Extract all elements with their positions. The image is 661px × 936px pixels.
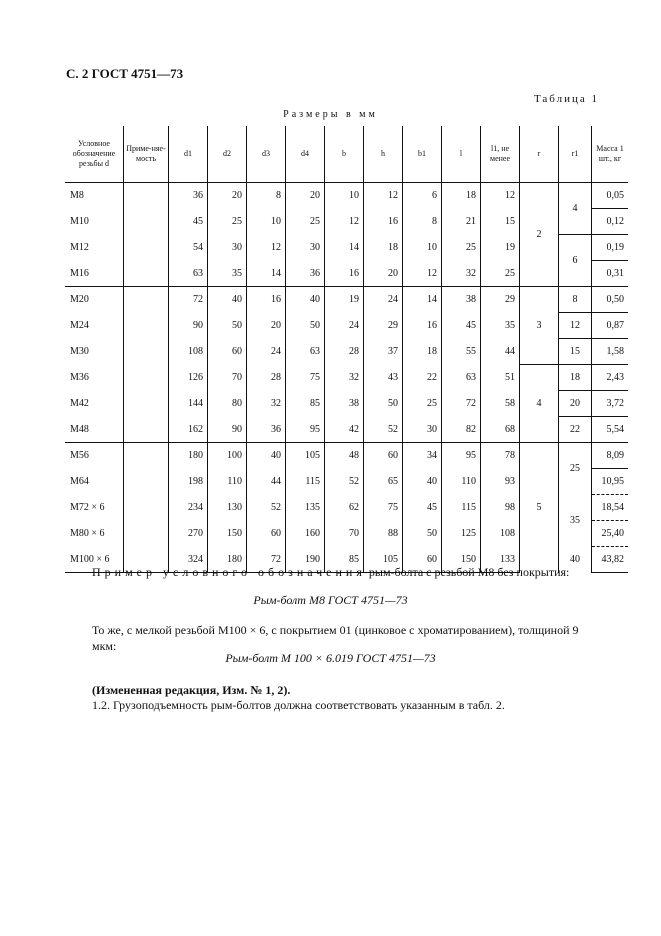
cell-designation: M24 (70, 320, 89, 331)
cell-h: 20 (364, 261, 403, 287)
cell-d2: 180 (208, 547, 247, 573)
cell-applicability (124, 209, 169, 235)
cell-l: 32 (442, 261, 481, 287)
cell-mass: 0,31 (592, 261, 629, 287)
cell-r1: 25 (559, 443, 592, 495)
cell-applicability (124, 391, 169, 417)
cell-d3: 14 (247, 261, 286, 287)
cell-d1: 324 (169, 547, 208, 573)
amendment-note: (Измененная редакция, Изм. № 1, 2). (92, 683, 291, 697)
cell-d1: 162 (169, 417, 208, 443)
cell-applicability (124, 417, 169, 443)
cell-d1: 108 (169, 339, 208, 365)
cell-d4: 160 (286, 521, 325, 547)
cell-h: 18 (364, 235, 403, 261)
cell-b1: 12 (403, 261, 442, 287)
cell-b: 19 (325, 287, 364, 313)
cell-b1: 22 (403, 365, 442, 391)
cell-b1: 30 (403, 417, 442, 443)
cell-mass: 0,12 (592, 209, 629, 235)
col-l: l (442, 126, 481, 183)
cell-mass: 43,82 (592, 547, 629, 573)
cell-b: 62 (325, 495, 364, 521)
cell-d1: 36 (169, 183, 208, 209)
cell-applicability (124, 287, 169, 313)
col-b1: b1 (403, 126, 442, 183)
cell-b1: 16 (403, 313, 442, 339)
table-number: Таблица 1 (533, 93, 599, 105)
cell-l1: 19 (481, 235, 520, 261)
col-b: b (325, 126, 364, 183)
cell-d2: 100 (208, 443, 247, 469)
cell-applicability (124, 261, 169, 287)
cell-d2: 90 (208, 417, 247, 443)
cell-d1: 144 (169, 391, 208, 417)
cell-applicability (124, 495, 169, 521)
cell-d4: 50 (286, 313, 325, 339)
cell-l: 45 (442, 313, 481, 339)
cell-d1: 54 (169, 235, 208, 261)
cell-d1: 234 (169, 495, 208, 521)
cell-b: 16 (325, 261, 364, 287)
cell-applicability (124, 183, 169, 209)
cell-h: 16 (364, 209, 403, 235)
cell-h: 12 (364, 183, 403, 209)
cell-designation: M80 × 6 (70, 528, 105, 539)
table-row (65, 183, 628, 209)
cell-l1: 29 (481, 287, 520, 313)
cell-r: 5 (520, 443, 559, 573)
sizes-caption: Размеры в мм (283, 109, 378, 120)
cell-d4: 190 (286, 547, 325, 573)
cell-d2: 35 (208, 261, 247, 287)
cell-d1: 63 (169, 261, 208, 287)
cell-d4: 95 (286, 417, 325, 443)
cell-l1: 93 (481, 469, 520, 495)
cell-l1: 98 (481, 495, 520, 521)
table-header-row (65, 126, 628, 183)
cell-h: 65 (364, 469, 403, 495)
col-d1: d1 (169, 126, 208, 183)
cell-d4: 63 (286, 339, 325, 365)
cell-h: 24 (364, 287, 403, 313)
cell-d3: 12 (247, 235, 286, 261)
cell-designation: M16 (65, 261, 124, 287)
cell-applicability (124, 313, 169, 339)
cell-l1: 68 (481, 417, 520, 443)
dimensions-table (65, 126, 628, 573)
cell-mass: 0,05 (592, 183, 629, 209)
cell-mass: 2,43 (592, 365, 629, 391)
cell-d1: 72 (169, 287, 208, 313)
cell-b: 12 (325, 209, 364, 235)
cell-applicability (124, 339, 169, 365)
col-h: h (364, 126, 403, 183)
cell-b1: 8 (403, 209, 442, 235)
cell-d4: 40 (286, 287, 325, 313)
col-r1: r1 (559, 126, 592, 183)
cell-d2: 40 (208, 287, 247, 313)
cell-h: 60 (364, 443, 403, 469)
cell-mass: 10,95 (592, 469, 629, 495)
cell-d4: 36 (286, 261, 325, 287)
cell-d3: 16 (247, 287, 286, 313)
cell-designation: M8 (70, 190, 84, 202)
cell-applicability (124, 235, 169, 261)
cell-d3: 24 (247, 339, 286, 365)
table-body (65, 183, 628, 573)
col-d4: d4 (286, 126, 325, 183)
cell-l: 95 (442, 443, 481, 469)
cell-b: 28 (325, 339, 364, 365)
cell-l1: 25 (481, 261, 520, 287)
cell-l: 150 (442, 547, 481, 573)
cell-b1: 6 (403, 183, 442, 209)
table-row (65, 287, 628, 313)
cell-d3: 72 (247, 547, 286, 573)
cell-l1: 12 (481, 183, 520, 209)
cell-b1: 10 (403, 235, 442, 261)
cell-d4: 85 (286, 391, 325, 417)
cell-d2: 80 (208, 391, 247, 417)
cell-r1: 4 (559, 183, 592, 235)
cell-l1: 78 (481, 443, 520, 469)
cell-mass: 8,09 (592, 443, 629, 469)
paragraph-fine-thread: То же, с мелкой резьбой M100 × 6, с покрытием 01 (цинковое с хроматированием), толщиной 9 мкм: (92, 623, 579, 653)
example-designation-1: Рым-болт M8 ГОСТ 4751—73 (253, 593, 408, 607)
col-l1: l1, не менее (481, 126, 520, 183)
cell-b: 42 (325, 417, 364, 443)
cell-d1: 126 (169, 365, 208, 391)
cell-d3: 60 (247, 521, 286, 547)
cell-l1: 108 (481, 521, 520, 547)
cell-l1: 35 (481, 313, 520, 339)
cell-r1: 15 (559, 339, 592, 365)
example-line (92, 565, 569, 580)
cell-d3: 52 (247, 495, 286, 521)
cell-mass: 0,19 (592, 235, 629, 261)
cell-d3: 10 (247, 209, 286, 235)
cell-b: 70 (325, 521, 364, 547)
cell-d1: 180 (169, 443, 208, 469)
cell-d2: 30 (208, 235, 247, 261)
cell-b: 14 (325, 235, 364, 261)
cell-mass: 3,72 (592, 391, 629, 417)
cell-applicability (124, 469, 169, 495)
cell-r1: 12 (559, 313, 592, 339)
cell-d4: 20 (286, 183, 325, 209)
cell-designation: M10 (70, 216, 89, 227)
table-row (65, 443, 628, 469)
cell-b: 32 (325, 365, 364, 391)
col-d2: d2 (208, 126, 247, 183)
cell-d4: 25 (286, 209, 325, 235)
cell-designation: M36 (70, 372, 89, 383)
cell-b1: 14 (403, 287, 442, 313)
cell-d1: 45 (169, 209, 208, 235)
cell-l: 72 (442, 391, 481, 417)
cell-b: 52 (325, 469, 364, 495)
cell-d1: 270 (169, 521, 208, 547)
cell-designation: M72 × 6 (70, 502, 105, 513)
col-mass: Масса 1 шт., кг (592, 126, 629, 183)
cell-r1: 8 (559, 287, 592, 313)
cell-d2: 150 (208, 521, 247, 547)
cell-d3: 40 (247, 443, 286, 469)
col-d3: d3 (247, 126, 286, 183)
cell-d3: 28 (247, 365, 286, 391)
cell-mass: 0,87 (592, 313, 629, 339)
cell-r1: 18 (559, 365, 592, 391)
cell-l: 38 (442, 287, 481, 313)
cell-b: 48 (325, 443, 364, 469)
cell-h: 75 (364, 495, 403, 521)
cell-d2: 25 (208, 209, 247, 235)
cell-d4: 135 (286, 495, 325, 521)
cell-b1: 18 (403, 339, 442, 365)
cell-l: 110 (442, 469, 481, 495)
cell-b: 38 (325, 391, 364, 417)
cell-b1: 60 (403, 547, 442, 573)
paragraph-1-2: 1.2. Грузоподъемность рым-болтов должна соответствовать указанным в табл. 2. (92, 698, 505, 712)
cell-d2: 110 (208, 469, 247, 495)
cell-designation: M20 (70, 294, 89, 306)
cell-r1: 35 (559, 495, 592, 547)
cell-d4: 30 (286, 235, 325, 261)
cell-b1: 25 (403, 391, 442, 417)
cell-designation: M42 (70, 398, 89, 409)
cell-r1: 20 (559, 391, 592, 417)
cell-d2: 20 (208, 183, 247, 209)
col-designation: Условное обозначение резьбы d (65, 126, 124, 183)
cell-mass: 18,54 (592, 495, 629, 521)
cell-r: 2 (520, 183, 559, 287)
cell-applicability (124, 443, 169, 469)
cell-l1: 51 (481, 365, 520, 391)
cell-l1: 44 (481, 339, 520, 365)
cell-b1: 34 (403, 443, 442, 469)
cell-designation: M100 × 6 (65, 547, 124, 573)
cell-b: 10 (325, 183, 364, 209)
cell-mass: 1,58 (592, 339, 629, 365)
cell-r: 4 (520, 365, 559, 443)
cell-designation: M12 (70, 242, 89, 253)
col-applicability: Приме-няе-мость (124, 126, 169, 183)
table-row (65, 365, 628, 391)
cell-d2: 130 (208, 495, 247, 521)
cell-designation: M30 (70, 346, 89, 357)
cell-d3: 36 (247, 417, 286, 443)
cell-b1: 45 (403, 495, 442, 521)
cell-d3: 44 (247, 469, 286, 495)
cell-h: 29 (364, 313, 403, 339)
cell-d3: 8 (247, 183, 286, 209)
cell-r1: 22 (559, 417, 592, 443)
cell-l: 55 (442, 339, 481, 365)
cell-d2: 70 (208, 365, 247, 391)
cell-l: 18 (442, 183, 481, 209)
cell-h: 37 (364, 339, 403, 365)
cell-h: 52 (364, 417, 403, 443)
cell-l1: 58 (481, 391, 520, 417)
example-heading: Пример условного обозначения (92, 565, 366, 579)
cell-r: 3 (520, 287, 559, 365)
cell-l: 25 (442, 235, 481, 261)
example-text: рым-болта с резьбой M8 без покрытия: (365, 565, 570, 579)
cell-mass: 25,40 (592, 521, 629, 547)
cell-d1: 198 (169, 469, 208, 495)
cell-applicability (124, 365, 169, 391)
cell-applicability (124, 521, 169, 547)
cell-b1: 50 (403, 521, 442, 547)
cell-mass: 5,54 (592, 417, 629, 443)
cell-l1: 133 (481, 547, 520, 573)
cell-b1: 40 (403, 469, 442, 495)
cell-d2: 60 (208, 339, 247, 365)
example-designation-2: Рым-болт M 100 × 6.019 ГОСТ 4751—73 (225, 651, 436, 665)
cell-designation: M56 (70, 450, 89, 462)
cell-b: 85 (325, 547, 364, 573)
cell-d4: 105 (286, 443, 325, 469)
cell-h: 105 (364, 547, 403, 573)
cell-d3: 32 (247, 391, 286, 417)
cell-b: 24 (325, 313, 364, 339)
cell-d1: 90 (169, 313, 208, 339)
cell-r1: 40 (559, 547, 592, 573)
cell-h: 43 (364, 365, 403, 391)
col-r: r (520, 126, 559, 183)
cell-r1: 6 (559, 235, 592, 287)
page-header: С. 2 ГОСТ 4751—73 (66, 66, 184, 81)
cell-d2: 50 (208, 313, 247, 339)
cell-h: 88 (364, 521, 403, 547)
cell-l1: 15 (481, 209, 520, 235)
cell-d4: 115 (286, 469, 325, 495)
cell-l: 63 (442, 365, 481, 391)
cell-d4: 75 (286, 365, 325, 391)
cell-designation: M64 (70, 476, 89, 487)
cell-l: 82 (442, 417, 481, 443)
cell-l: 115 (442, 495, 481, 521)
cell-l: 21 (442, 209, 481, 235)
cell-mass: 0,50 (592, 287, 629, 313)
cell-l: 125 (442, 521, 481, 547)
cell-designation: M48 (65, 417, 124, 443)
cell-d3: 20 (247, 313, 286, 339)
cell-h: 50 (364, 391, 403, 417)
